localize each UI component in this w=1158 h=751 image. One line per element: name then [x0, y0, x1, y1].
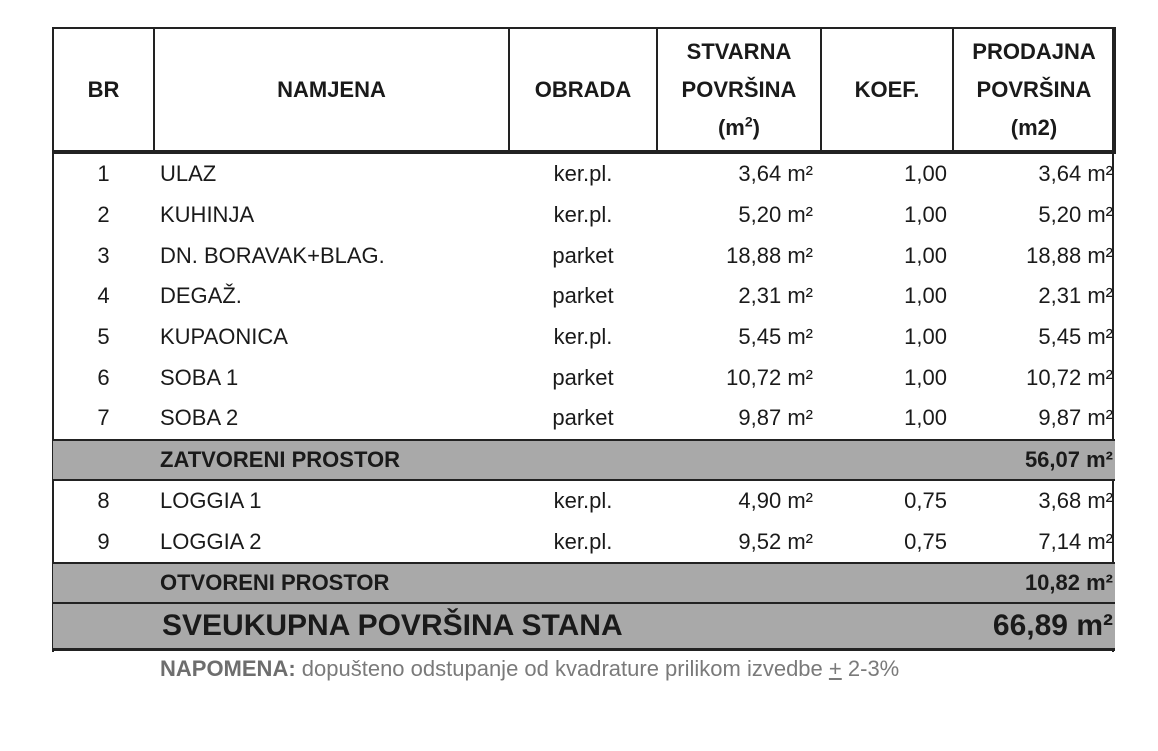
area-table [52, 27, 1116, 651]
table-row [53, 152, 1115, 195]
cell-br: 5 [97, 324, 110, 350]
table-row [53, 480, 1115, 522]
cell-br: 4 [97, 283, 110, 309]
cell-stvarna: 9,87 m² [738, 405, 813, 431]
total-empty-cell [53, 603, 154, 650]
cell-obrada: parket [552, 364, 614, 390]
header-br: BR [53, 28, 154, 152]
table-row [53, 276, 1115, 317]
closed-space-value: 56,07 m² [953, 440, 1115, 480]
header-stvarna-line1: STVARNA [686, 38, 792, 64]
cell-prodajna: 5,45 m² [1038, 324, 1113, 350]
footnote-label: NAPOMENA: [160, 656, 296, 681]
header-prodajna-line3: (m2) [1010, 114, 1058, 140]
footnote [160, 656, 899, 682]
table-row [53, 235, 1115, 276]
header-prodajna-povrsina [953, 28, 1115, 152]
cell-koef: 1,00 [904, 405, 947, 431]
summary-empty-cell [53, 563, 154, 603]
header-stvarna-sup: 2 [744, 113, 753, 130]
table-row [53, 398, 1115, 440]
summary-empty-cell [53, 440, 154, 480]
cell-br: 3 [97, 242, 110, 268]
closed-space-summary-row [53, 440, 1115, 480]
header-stvarna-line2: POVRŠINA [681, 76, 797, 102]
open-space-value: 10,82 m² [953, 563, 1115, 603]
total-area-row [53, 603, 1115, 650]
total-area-value: 66,89 m² [953, 603, 1115, 650]
cell-obrada: ker.pl. [553, 528, 613, 554]
cell-koef: 1,00 [904, 202, 947, 228]
cell-namjena: DN. BORAVAK+BLAG. [160, 242, 385, 268]
table-row [53, 317, 1115, 358]
cell-namjena: SOBA 2 [160, 405, 239, 431]
cell-namjena: DEGAŽ. [160, 283, 242, 309]
cell-stvarna: 2,31 m² [738, 283, 813, 309]
cell-br: 2 [97, 202, 110, 228]
cell-koef: 0,75 [904, 488, 947, 514]
table-row [53, 357, 1115, 398]
cell-namjena: KUHINJA [160, 202, 255, 228]
header-prodajna-line1: PRODAJNA [972, 38, 1096, 64]
cell-obrada: ker.pl. [553, 202, 613, 228]
header-stvarna-unit-end: ) [752, 114, 760, 140]
cell-obrada: ker.pl. [553, 161, 613, 187]
cell-prodajna: 3,64 m² [1038, 161, 1113, 187]
cell-obrada: parket [552, 283, 614, 309]
table-row [53, 522, 1115, 564]
total-area-label: SVEUKUPNA POVRŠINA STANA [154, 603, 953, 650]
table-body [53, 152, 1115, 650]
open-space-label: OTVORENI PROSTOR [154, 563, 953, 603]
cell-prodajna: 18,88 m² [1026, 242, 1113, 268]
cell-stvarna: 10,72 m² [726, 364, 813, 390]
cell-br: 6 [97, 364, 110, 390]
cell-br: 7 [97, 405, 110, 431]
cell-prodajna: 7,14 m² [1038, 528, 1113, 554]
cell-prodajna: 10,72 m² [1026, 364, 1113, 390]
footnote-range: 2-3% [841, 656, 900, 681]
cell-obrada: ker.pl. [553, 488, 613, 514]
cell-namjena: LOGGIA 2 [160, 528, 262, 554]
footnote-plus-minus: + [828, 656, 842, 681]
table-header [53, 28, 1115, 152]
open-space-summary-row [53, 563, 1115, 603]
closed-space-label: ZATVORENI PROSTOR [154, 440, 953, 480]
cell-prodajna: 3,68 m² [1038, 488, 1113, 514]
cell-br: 8 [97, 488, 110, 514]
cell-stvarna: 4,90 m² [738, 488, 813, 514]
cell-koef: 1,00 [904, 242, 947, 268]
cell-namjena: KUPAONICA [160, 324, 288, 350]
cell-obrada: parket [552, 242, 614, 268]
header-namjena: NAMJENA [154, 28, 509, 152]
cell-stvarna: 5,20 m² [738, 202, 813, 228]
cell-stvarna: 18,88 m² [726, 242, 813, 268]
cell-koef: 1,00 [904, 283, 947, 309]
cell-stvarna: 3,64 m² [738, 161, 813, 187]
cell-stvarna: 9,52 m² [738, 528, 813, 554]
cell-br: 1 [97, 161, 110, 187]
header-stvarna-povrsina [657, 28, 821, 152]
cell-obrada: ker.pl. [553, 324, 613, 350]
cell-namjena: ULAZ [160, 161, 217, 187]
cell-namjena: LOGGIA 1 [160, 488, 262, 514]
table-row [53, 195, 1115, 236]
cell-br: 9 [97, 528, 110, 554]
header-prodajna-line2: POVRŠINA [976, 76, 1092, 102]
cell-koef: 1,00 [904, 364, 947, 390]
cell-koef: 1,00 [904, 324, 947, 350]
cell-namjena: SOBA 1 [160, 364, 239, 390]
header-obrada: OBRADA [509, 28, 657, 152]
cell-stvarna: 5,45 m² [738, 324, 813, 350]
cell-koef: 0,75 [904, 528, 947, 554]
header-stvarna-unit: (m [717, 114, 745, 140]
header-stvarna-line3 [658, 109, 820, 147]
cell-prodajna: 9,87 m² [1038, 405, 1113, 431]
cell-obrada: parket [552, 405, 614, 431]
cell-prodajna: 5,20 m² [1038, 202, 1113, 228]
cell-prodajna: 2,31 m² [1038, 283, 1113, 309]
cell-koef: 1,00 [904, 161, 947, 187]
footnote-text: dopušteno odstupanje od kvadrature prilikom izvedbe [295, 656, 829, 681]
header-koef: KOEF. [821, 28, 953, 152]
